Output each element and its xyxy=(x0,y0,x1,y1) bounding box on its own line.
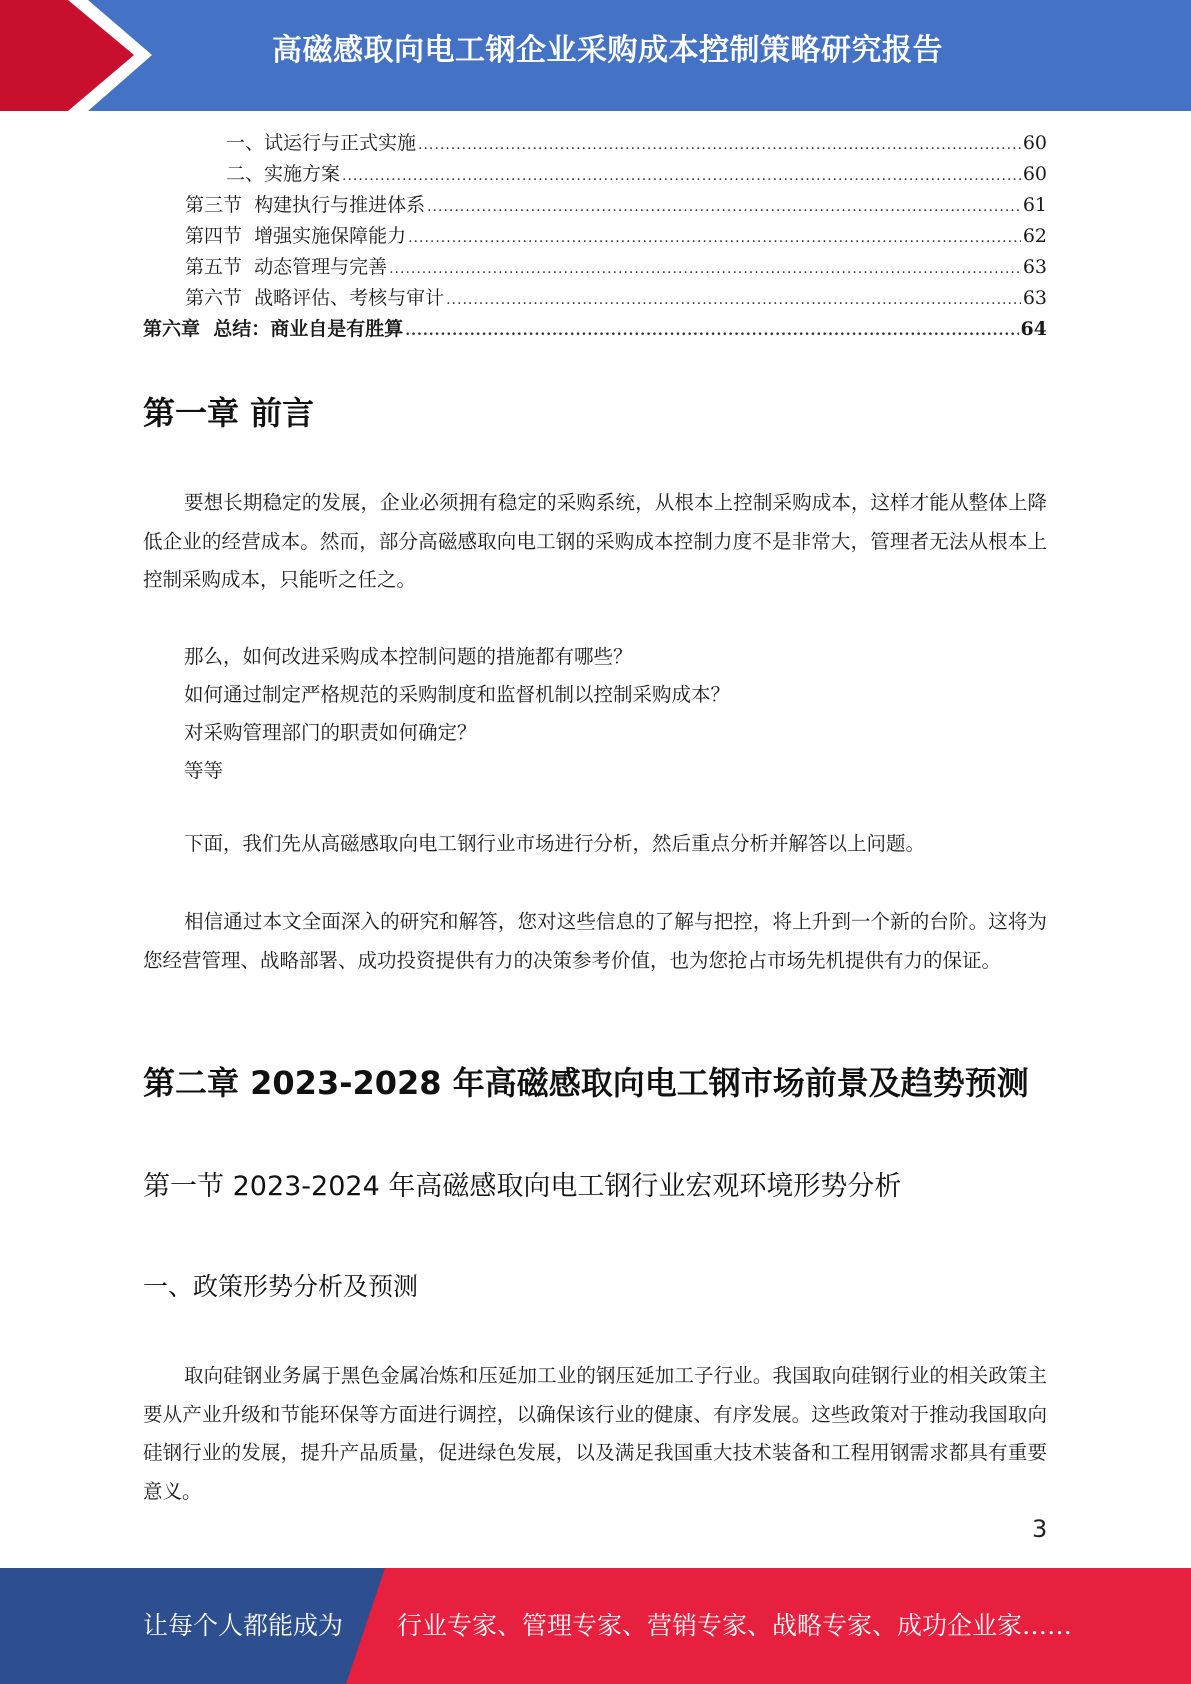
toc-entry-label: 二、实施方案 xyxy=(226,163,341,185)
question-line: 等等 xyxy=(184,759,224,782)
question-line: 对采购管理部门的职责如何确定？ xyxy=(184,721,477,744)
toc-entry[interactable] xyxy=(143,128,1047,159)
toc-entry[interactable] xyxy=(143,159,1047,190)
toc-leader-dots xyxy=(446,292,1021,308)
toc-entry-page: 63 xyxy=(1022,256,1047,278)
toc-leader-dots xyxy=(342,168,1021,184)
toc-entry-label: 一、试运行与正式实施 xyxy=(226,132,417,154)
page-footer-banner xyxy=(0,1568,1191,1684)
toc-leader-dots xyxy=(418,137,1021,153)
toc-entry-page: 60 xyxy=(1022,163,1047,185)
report-title: 高磁感取向电工钢企业采购成本控制策略研究报告 xyxy=(272,33,943,68)
toc-entry-label: 第四节 增强实施保障能力 xyxy=(185,225,407,247)
toc-leader-dots xyxy=(389,261,1021,277)
footer-slogan-left: 让每个人都能成为 xyxy=(143,1611,344,1640)
toc-entry-page: 62 xyxy=(1022,225,1047,247)
table-of-contents xyxy=(143,128,1047,345)
toc-entry[interactable] xyxy=(143,221,1047,252)
question-line: 如何通过制定严格规范的采购制度和监督机制以控制采购成本？ xyxy=(184,683,731,706)
toc-entry[interactable] xyxy=(143,252,1047,283)
toc-entry[interactable] xyxy=(143,283,1047,314)
chapter-1-paragraph-1: 要想长期稳定的发展，企业必须拥有稳定的采购系统，从根本上控制采购成本，这样才能从整体上降低企业的经营成本。然而，部分高磁感取向电工钢的采购成本控制力度不是非常大，管理者无法从根本上控制采购成本，只能听之任之。 xyxy=(143,491,1047,591)
toc-leader-dots xyxy=(405,323,1018,339)
question-line: 那么，如何改进采购成本控制问题的措施都有哪些？ xyxy=(184,645,633,668)
toc-entry-label: 第五节 动态管理与完善 xyxy=(185,256,388,278)
toc-leader-dots xyxy=(408,230,1021,246)
toc-entry-label: 第三节 构建执行与推进体系 xyxy=(185,194,426,216)
chapter-2-heading: 第二章 2023-2028 年高磁感取向电工钢市场前景及趋势预测 xyxy=(143,1064,1029,1102)
section-1-heading: 第一节 2023-2024 年高磁感取向电工钢行业宏观环境形势分析 xyxy=(143,1171,902,1202)
footer-slogan-right: 行业专家、管理专家、营销专家、战略专家、成功企业家…… xyxy=(397,1611,1073,1640)
chapter-1-paragraph-2: 下面，我们先从高磁感取向电工钢行业市场进行分析，然后重点分析并解答以上问题。 xyxy=(184,832,926,855)
toc-entry-page: 63 xyxy=(1022,287,1047,309)
toc-leader-dots xyxy=(427,199,1021,215)
chapter-1-paragraph-3: 相信通过本文全面深入的研究和解答，您对这些信息的了解与把控，将上升到一个新的台阶。这将为您经营管理、战略部署、成功投资提供有力的决策参考价值，也为您抢占市场先机提供有力的保证。 xyxy=(143,910,1047,972)
toc-entry-page: 64 xyxy=(1020,318,1047,340)
chapter-1-heading: 第一章 前言 xyxy=(143,394,315,432)
page-header-banner xyxy=(0,0,1191,111)
page-number: 3 xyxy=(1032,1515,1048,1543)
toc-entry-page: 61 xyxy=(1022,194,1047,216)
toc-entry-page: 60 xyxy=(1022,132,1047,154)
toc-entry[interactable] xyxy=(143,190,1047,221)
toc-entry-label: 第六章 总结：商业自是有胜算 xyxy=(143,318,404,340)
toc-entry-label: 第六节 战略评估、考核与审计 xyxy=(185,287,445,309)
subsection-1-heading: 一、政策形势分析及预测 xyxy=(143,1272,419,1301)
toc-entry[interactable] xyxy=(143,314,1047,345)
chapter-2-paragraph-1: 取向硅钢业务属于黑色金属冶炼和压延加工业的钢压延加工子行业。我国取向硅钢行业的相关政策主要从产业升级和节能环保等方面进行调控，以确保该行业的健康、有序发展。这些政策对于推动我国取向硅钢行业的发展，提升产品质量，促进绿色发展，以及满足我国重大技术装备和工程用钢需求都具有重要意义。 xyxy=(143,1364,1047,1503)
